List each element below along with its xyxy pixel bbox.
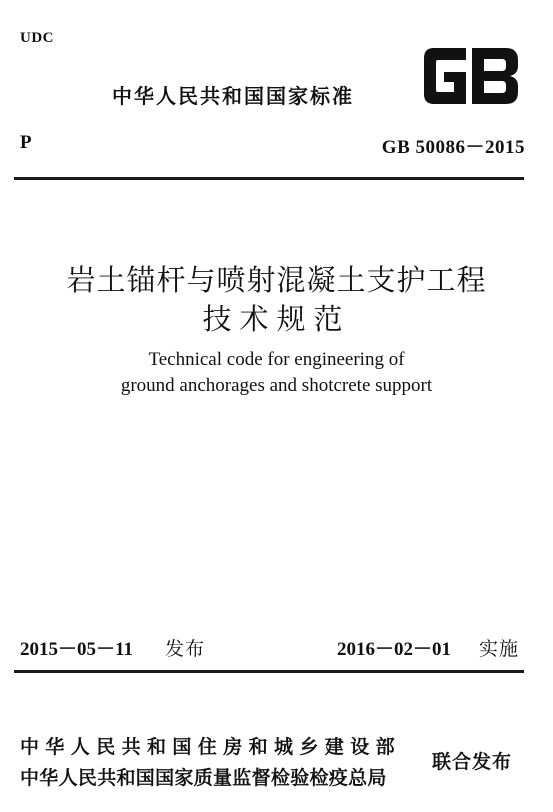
bottom-divider	[14, 670, 524, 673]
implementation-date: 2016－02－01	[337, 639, 452, 660]
issue-date: 2015－05－11	[20, 639, 133, 660]
standard-number: GB 50086－2015	[381, 137, 525, 158]
title-english-line-1: Technical code for engineering of	[148, 349, 405, 370]
title-chinese-line-1: 岩土锚杆与喷射混凝土支护工程	[66, 265, 487, 297]
issuer-ministry: 中华人民共和国住房和城乡建设部	[20, 736, 402, 758]
issue-label: 发布	[165, 638, 206, 660]
implementation-label: 实施	[479, 638, 520, 660]
joint-issue-label: 联合发布	[432, 751, 513, 773]
standard-type: 中华人民共和国国家标准	[112, 84, 354, 108]
category-code: P	[20, 132, 32, 153]
top-divider	[14, 177, 524, 180]
issuer-aqsiq: 中华人民共和国国家质量监督检验检疫总局	[20, 767, 387, 789]
udc-label: UDC	[20, 30, 54, 46]
gb-logo	[420, 44, 522, 108]
title-english-line-2: ground anchorages and shotcrete support	[120, 375, 433, 396]
title-chinese-line-2: 技术规范	[202, 304, 351, 336]
